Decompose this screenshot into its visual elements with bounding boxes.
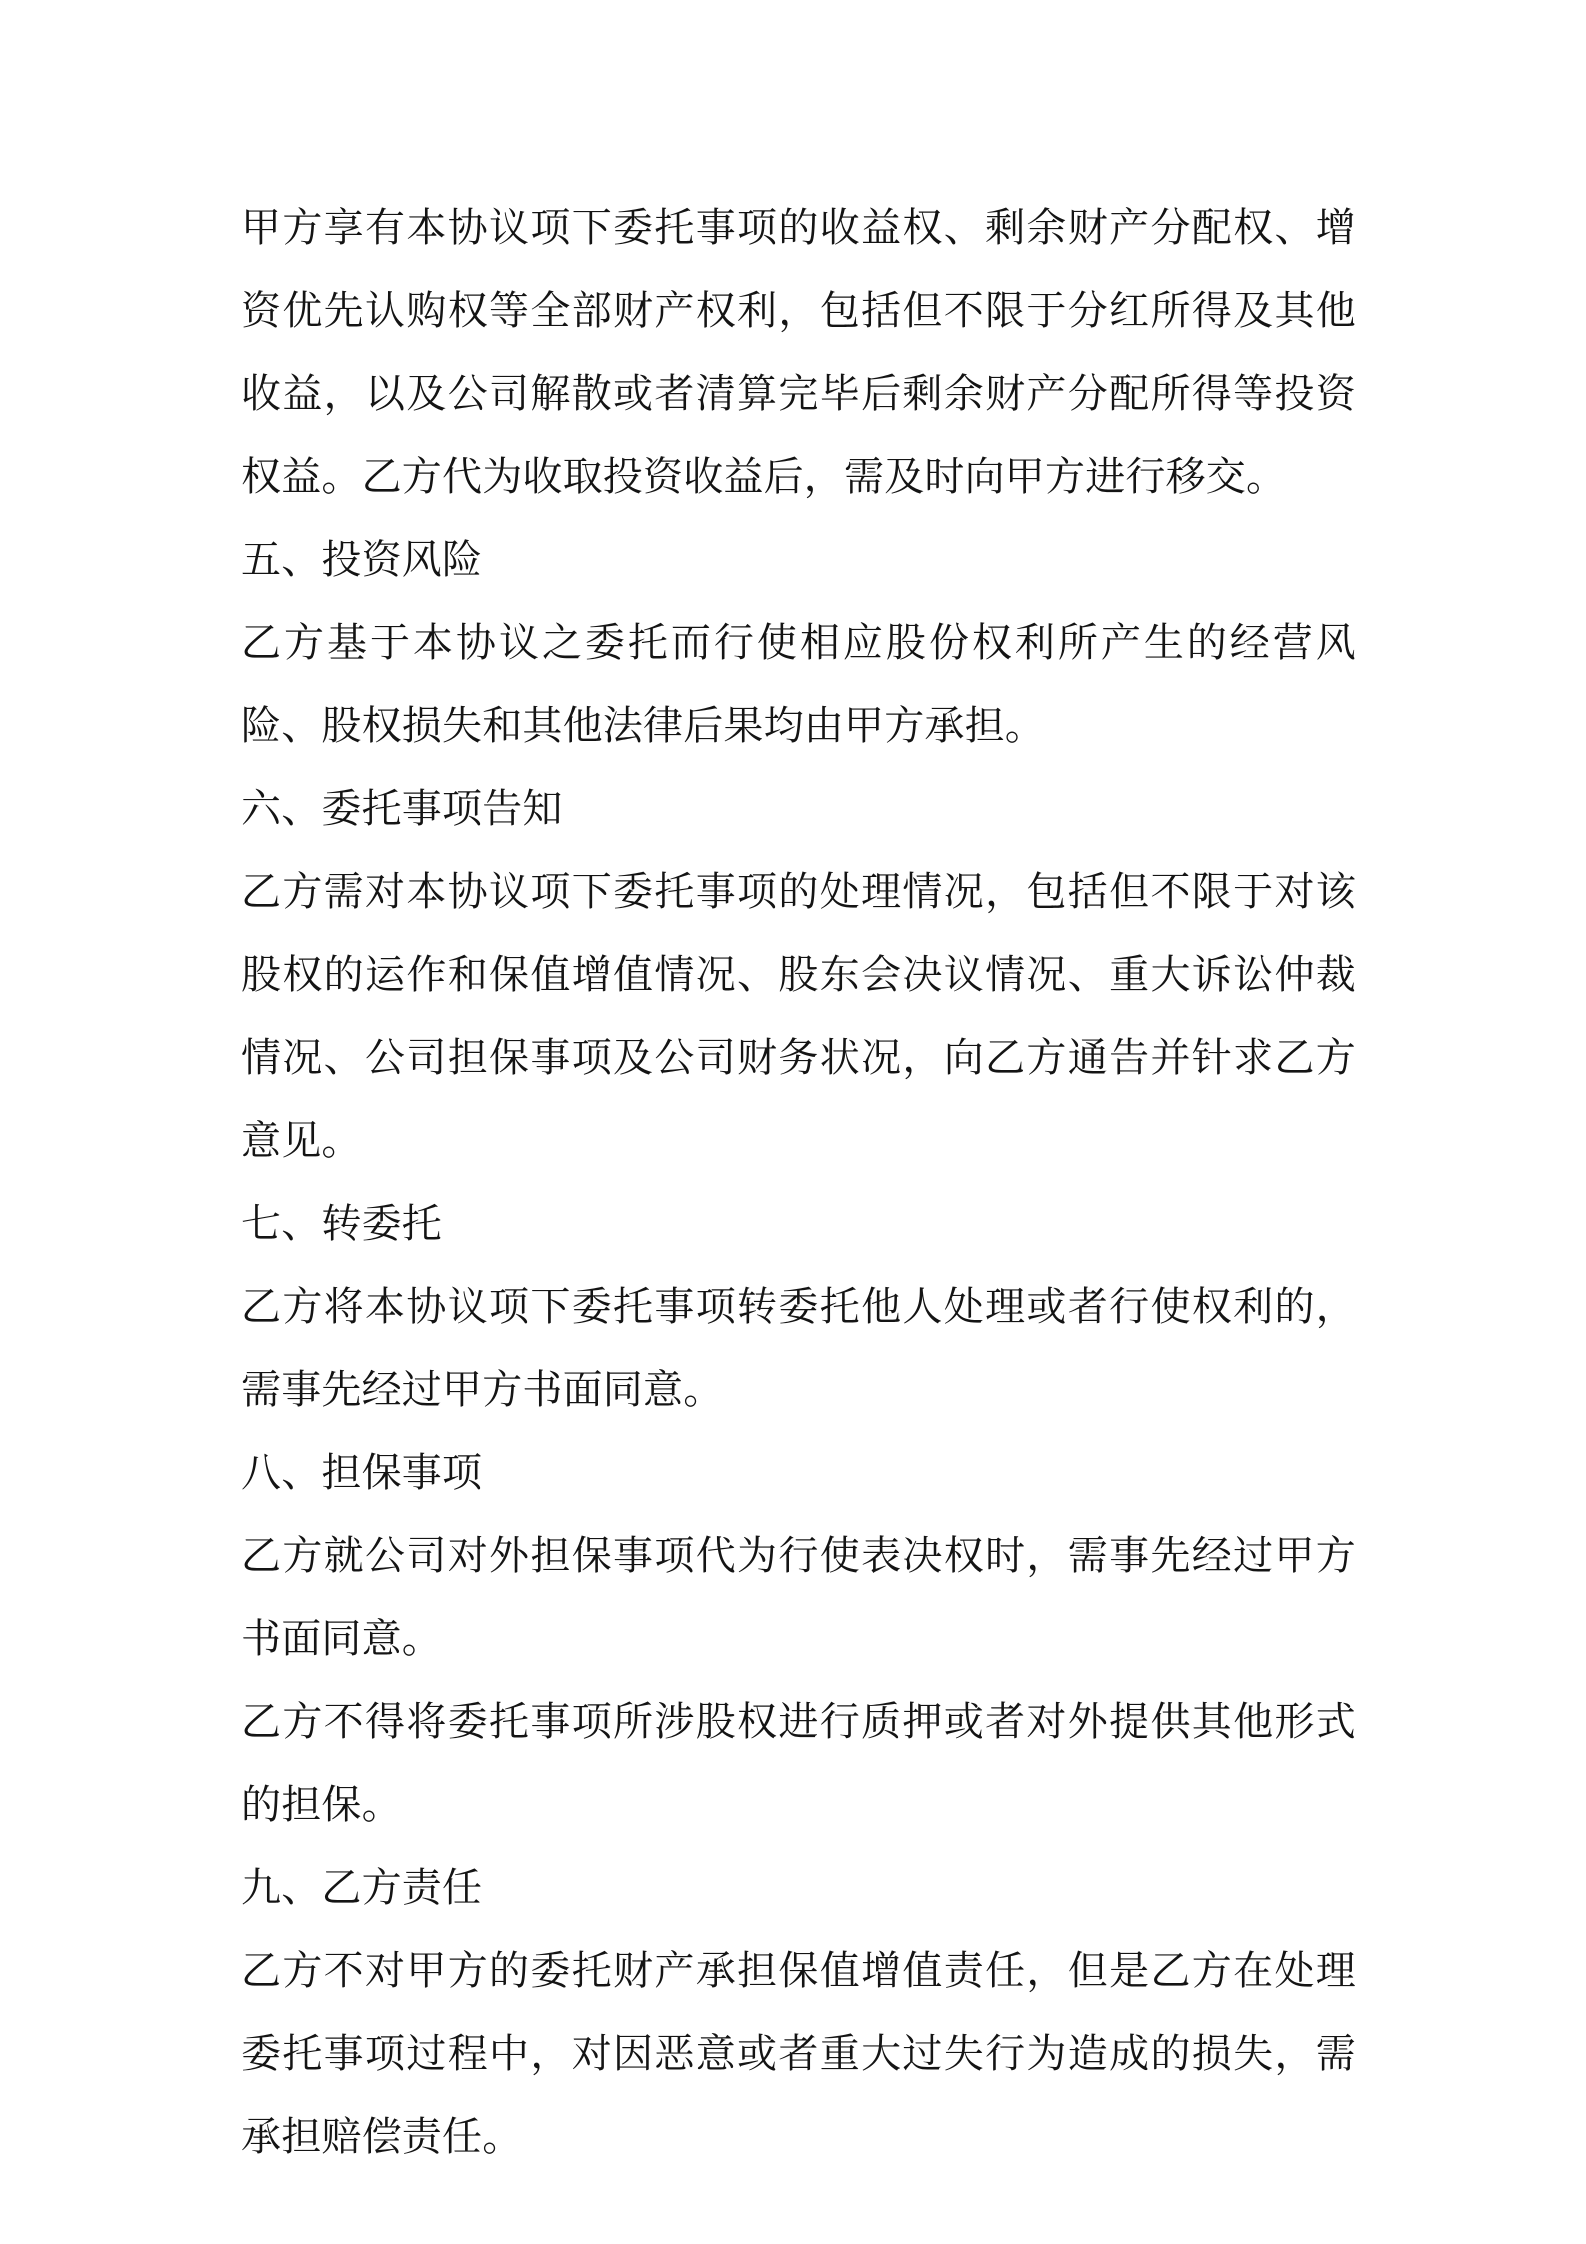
- document-page: [241, 187, 1356, 2179]
- heading-investment-risk: 五、投资风险: [241, 537, 483, 583]
- heading-sub-entrustment: 七、转委托: [241, 1201, 442, 1247]
- paragraph-sub-entrustment: 乙方将本协议项下委托事项转委托他人处理或者行使权利的，需事先经过甲方书面同意。: [241, 1284, 1356, 1413]
- paragraph-guarantee-voting: 乙方就公司对外担保事项代为行使表决权时，需事先经过甲方书面同意。: [241, 1533, 1356, 1662]
- heading-guarantee-matters: 八、担保事项: [241, 1450, 483, 1496]
- heading-entrusted-matters-notice: 六、委托事项告知: [241, 786, 563, 832]
- heading-party-b-liability: 九、乙方责任: [241, 1865, 483, 1911]
- paragraph-investment-risk: 乙方基于本协议之委托而行使相应股份权利所产生的经营风险、股权损失和其他法律后果均由甲方承担。: [241, 620, 1356, 749]
- paragraph-party-b-liability: 乙方不对甲方的委托财产承担保值增值责任，但是乙方在处理委托事项过程中，对因恶意或者重大过失行为造成的损失，需承担赔偿责任。: [241, 1948, 1356, 2160]
- paragraph-guarantee-pledge: 乙方不得将委托事项所涉股权进行质押或者对外提供其他形式的担保。: [241, 1699, 1356, 1828]
- paragraph-entrusted-matters-notice: 乙方需对本协议项下委托事项的处理情况，包括但不限于对该股权的运作和保值增值情况、股东会决议情况、重大诉讼仲裁情况、公司担保事项及公司财务状况，向乙方通告并针求乙方意见。: [241, 869, 1356, 1164]
- paragraph-investment-rights: 甲方享有本协议项下委托事项的收益权、剩余财产分配权、增资优先认购权等全部财产权利，包括但不限于分红所得及其他收益，以及公司解散或者清算完毕后剩余财产分配所得等投资权益。乙方代为收取投资收益后，需及时向甲方进行移交。: [241, 205, 1356, 500]
